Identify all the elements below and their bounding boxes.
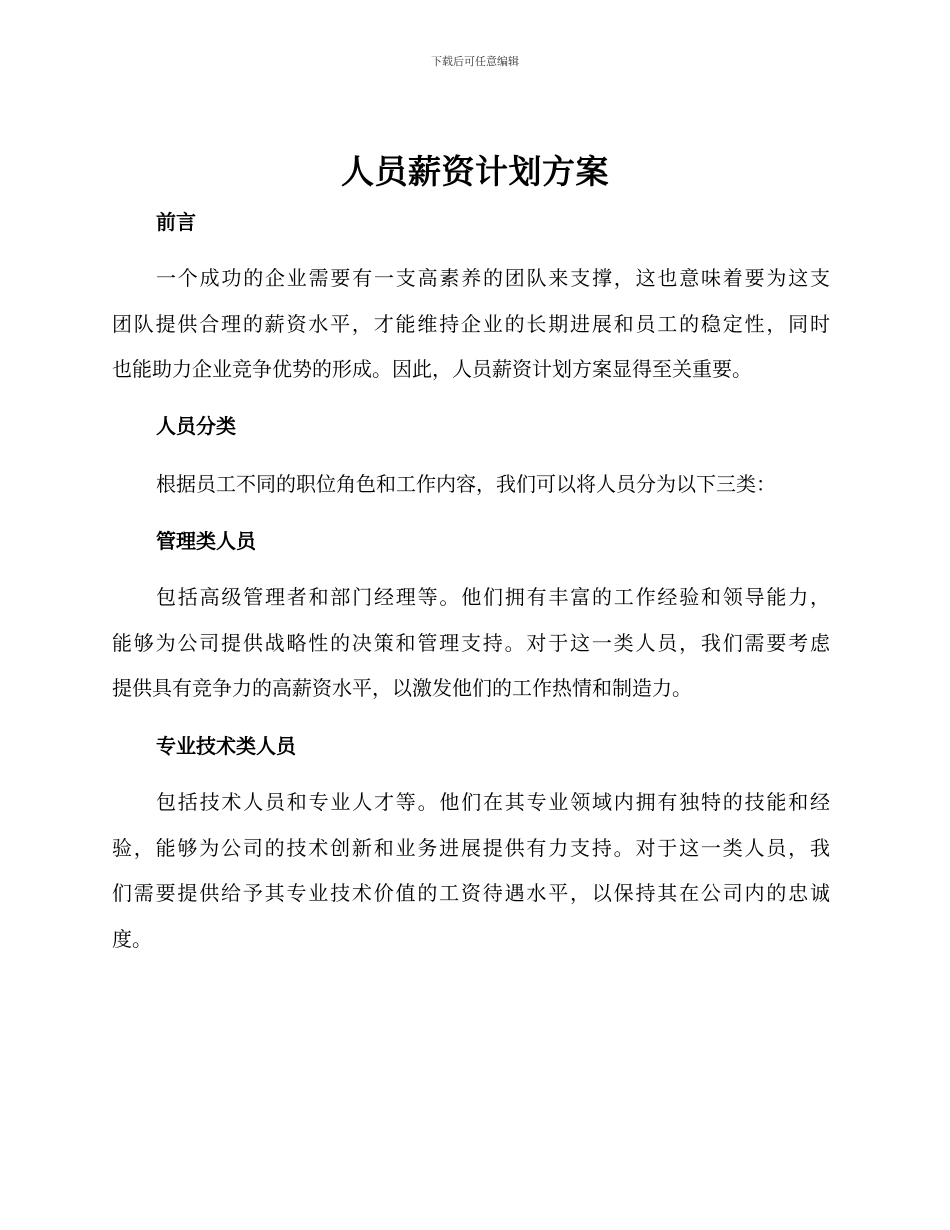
section-heading-preface: 前言 <box>156 210 196 234</box>
paragraph-line: 度。 <box>112 926 152 951</box>
paragraph-classification <box>112 462 830 508</box>
header-note: 下载后可任意编辑 <box>431 55 519 68</box>
paragraph-line: 提供具有竞争力的高薪资水平，以激发他们的工作热情和制造力。 <box>112 676 692 700</box>
paragraph-line: 包括技术人员和专业人才等。他们在其专业领域内拥有独特的技能和经 <box>156 790 830 814</box>
section-heading-technical: 专业技术类人员 <box>156 734 296 758</box>
paragraph-line: 也能助力企业竞争优势的形成。因此，人员薪资计划方案显得至关重要。 <box>112 357 752 381</box>
paragraph-line: 们需要提供给予其专业技术价值的工资待遇水平，以保持其在公司内的忠诚 <box>112 881 830 905</box>
paragraph-line: 团队提供合理的薪资水平，才能维持企业的长期进展和员工的稳定性，同时 <box>112 311 830 336</box>
paragraph-management <box>112 575 830 712</box>
paragraph-line: 包括高级管理者和部门经理等。他们拥有丰富的工作经验和领导能力， <box>156 585 830 609</box>
paragraph-line: 验，能够为公司的技术创新和业务进展提供有力支持。对于这一类人员，我 <box>112 835 830 860</box>
section-heading-management: 管理类人员 <box>156 529 256 553</box>
paragraph-technical <box>112 780 830 962</box>
document-title: 人员薪资计划方案 <box>341 152 609 191</box>
section-heading-classification: 人员分类 <box>156 414 236 438</box>
paragraph-line: 一个成功的企业需要有一支高素养的团队来支撑，这也意味着要为这支 <box>156 266 830 290</box>
paragraph-line: 根据员工不同的职位角色和工作内容，我们可以将人员分为以下三类： <box>156 472 776 496</box>
paragraph-preface <box>112 256 830 393</box>
paragraph-line: 能够为公司提供战略性的决策和管理支持。对于这一类人员，我们需要考虑 <box>112 630 830 655</box>
